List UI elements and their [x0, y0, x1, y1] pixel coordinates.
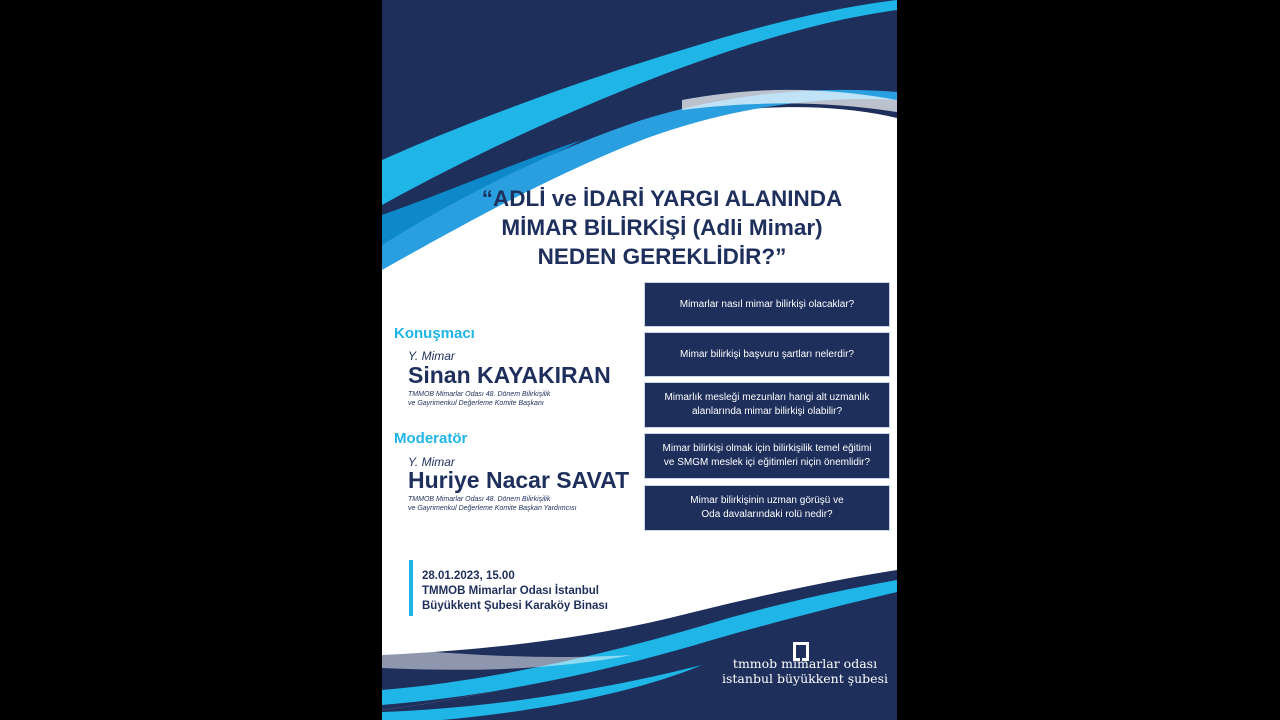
title-line: “ADLİ ve İDARİ YARGI ALANINDA — [481, 186, 843, 211]
organization-logo-text — [720, 656, 890, 686]
event-info — [422, 569, 608, 614]
question-line: Mimar bilirkişi olmak için bilirkişilik temel eğitimi — [662, 443, 872, 454]
question-line: alanlarında mimar bilirkişi olabilir? — [691, 406, 843, 417]
question-line: Mimarlık mesleği mezunları hangi alt uzmanlık — [664, 392, 870, 403]
speaker-section-label: Konuşmacı — [394, 325, 475, 342]
speaker-name: Sinan KAYAKIRAN — [408, 362, 611, 388]
speaker-affiliation — [408, 390, 550, 408]
event-title — [442, 184, 882, 271]
title-line: NEDEN GEREKLİDİR?” — [537, 244, 787, 269]
event-venue-line: TMMOB Mimarlar Odası İstanbul — [422, 585, 599, 597]
event-venue-line: Büyükkent Şubesi Karaköy Binası — [422, 600, 608, 612]
question-box — [644, 382, 890, 428]
speaker-title: Y. Mimar — [408, 349, 455, 363]
question-line: Mimar bilirkişi başvuru şartları nelerdir? — [680, 348, 854, 360]
affiliation-line: ve Gayrimenkul Değerleme Komite Başkan Yardımcısı — [408, 505, 577, 512]
question-line: Mimar bilirkişinin uzman görüşü ve — [690, 495, 844, 506]
affiliation-line: ve Gayrimenkul Değerleme Komite Başkanı — [408, 400, 544, 407]
logo-line: istanbul büyükkent şubesi — [722, 671, 888, 686]
question-line: Mimarlar nasıl mimar bilirkişi olacaklar? — [679, 298, 855, 310]
affiliation-line: TMMOB Mimarlar Odası 48. Dönem Bilirkişilik — [408, 496, 551, 503]
moderator-affiliation — [408, 495, 577, 513]
event-datetime: 28.01.2023, 15.00 — [422, 570, 515, 582]
moderator-section-label: Moderatör — [394, 430, 468, 447]
question-box — [644, 282, 890, 327]
affiliation-line: TMMOB Mimarlar Odası 48. Dönem Bilirkişilik — [408, 391, 551, 398]
question-box — [644, 433, 890, 479]
event-accent-bar — [409, 560, 413, 616]
question-box — [644, 485, 890, 531]
question-line: ve SMGM meslek içi eğitimleri niçin önemlidir? — [663, 457, 871, 468]
question-line: Oda davalarındaki rolü nedir? — [701, 509, 833, 520]
title-line: MİMAR BİLİRKİŞİ (Adli Mimar) — [501, 215, 823, 240]
question-box — [644, 332, 890, 377]
event-poster — [382, 0, 897, 720]
logo-line: tmmob mimarlar odası — [732, 656, 878, 671]
moderator-name: Huriye Nacar SAVAT — [408, 467, 630, 493]
moderator-title: Y. Mimar — [408, 455, 455, 469]
